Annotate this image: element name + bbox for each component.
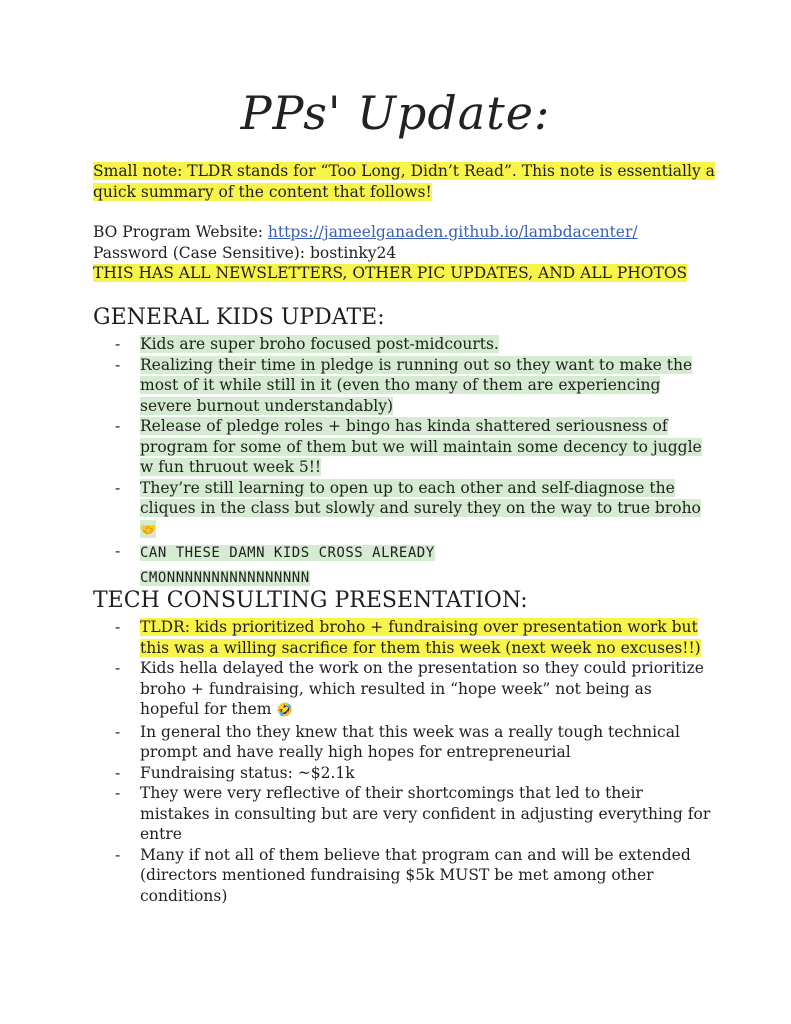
tech-consulting-list [93, 617, 713, 906]
website-label: BO Program Website: [93, 223, 268, 241]
handshake-icon: 🤝 [140, 522, 157, 538]
note-line-2: quick summary of the content that follows! [93, 182, 432, 201]
list-item: - Fundraising status: ~$2.1k [115, 763, 355, 782]
website-banner: THIS HAS ALL NEWSLETTERS, OTHER PIC UPDATES, AND ALL PHOTOS [93, 264, 688, 282]
list-item: - They were very reflective of their shortcomings that led to their mistakes in consulting but are very confident in adjusting everything for entre [115, 784, 711, 843]
website-link[interactable]: https://jameelganaden.github.io/lambdacenter/ [267, 223, 638, 241]
website-info [93, 222, 713, 284]
list-item: - CAN THESE DAMN KIDS CROSS ALREADY CMONNNNNNNNNNNNNNNN [115, 542, 435, 586]
list-item: - In general tho they knew that this week was a really tough technical prompt and have really high hopes for entrepreneurial [115, 722, 680, 761]
section-heading: GENERAL KIDS UPDATE: [93, 305, 385, 330]
list-item: - Many if not all of them believe that program can and will be extended (directors mentioned fundraising $5k MUST be met among other conditions) [115, 845, 691, 905]
section-general-kids-update [93, 305, 713, 591]
section-tech-consulting [93, 588, 713, 906]
list-item: - Release of pledge roles + bingo has kinda shattered seriousness of program for some of them but we will maintain some decency to juggle w fun thruout week 5!! [115, 417, 702, 476]
list-item: - Realizing their time in pledge is running out so they want to make the most of it while still in it (even tho many of them are experiencing severe burnout understandably) [115, 355, 693, 415]
general-update-list [93, 334, 713, 591]
laughing-emoji-icon: 🤣 [276, 703, 293, 718]
handwritten-note: CAN THESE DAMN KIDS CROSS ALREADY CMONNNNNNNNNNNNNNNN [140, 545, 435, 586]
list-item: - TLDR: kids prioritized broho + fundraising over presentation work but this was a willing sacrifice for them this week (next week no excuses!!) [115, 618, 701, 657]
list-item: - Kids are super broho focused post-midcourts. [115, 335, 499, 353]
section-heading: TECH CONSULTING PRESENTATION: [93, 588, 528, 613]
list-item: - Kids hella delayed the work on the presentation so they could prioritize broho + fundraising, which resulted in “hope week” not being as hopeful for them 🤣 [115, 659, 704, 718]
list-item: - They’re still learning to open up to each other and self-diagnose the cliques in the class but slowly and surely they on the way to true broho 🤝 [115, 478, 701, 538]
note-line-1: Small note: TLDR stands for “Too Long, Didn’t Read”. This note is essentially a [93, 162, 715, 180]
page-title: PPs' Update: [240, 86, 551, 140]
password-line: Password (Case Sensitive): bostinky24 [93, 243, 397, 262]
tldr-note [93, 161, 713, 202]
